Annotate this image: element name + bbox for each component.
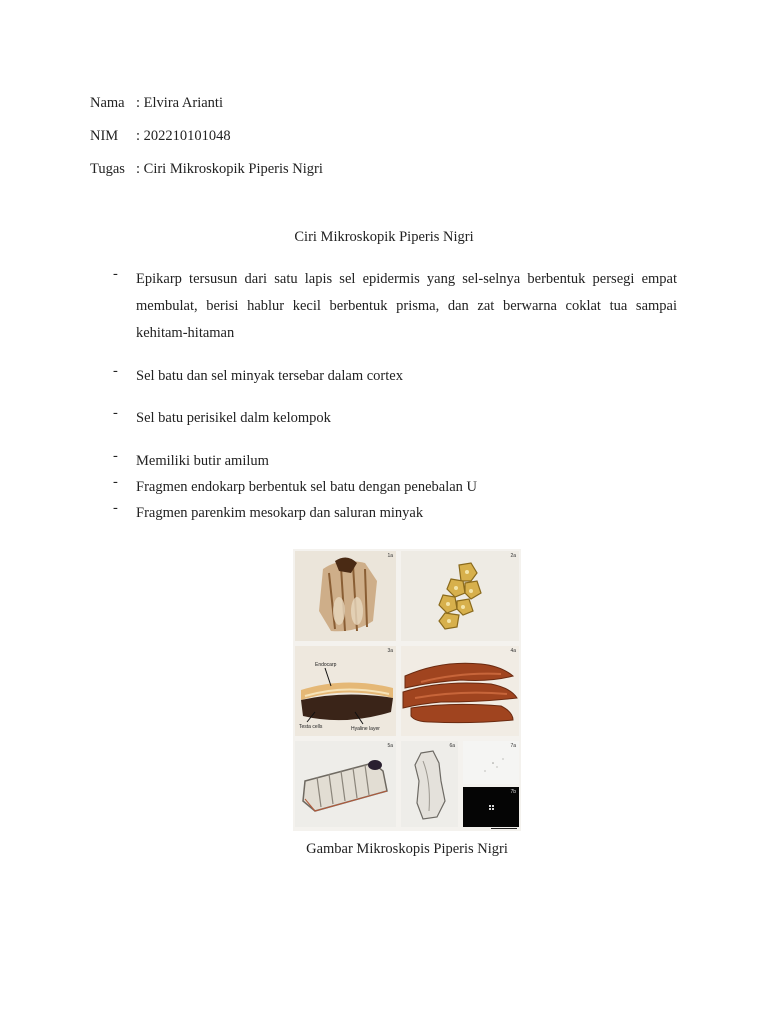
scale-bar	[491, 828, 517, 829]
task-label: Tugas	[90, 161, 125, 177]
mesocarp-parenchyma-image	[401, 646, 519, 736]
panel-3a	[295, 646, 396, 736]
name-value: : Elvira Arianti	[136, 95, 223, 111]
epicarp-cells-image	[295, 551, 396, 641]
bullet-text: Fragmen endokarp berbentuk sel batu dengan penebalan U	[136, 479, 478, 495]
starch-grain-image	[401, 741, 458, 827]
bullet-text: Fragmen parenkim mesokarp dan saluran minyak	[136, 505, 424, 521]
panel-label: 4a	[510, 648, 516, 654]
nim-label: NIM	[90, 128, 119, 144]
panel-label: 1a	[387, 553, 393, 559]
task-value: : Ciri Mikroskopik Piperis Nigri	[136, 161, 323, 177]
microscopy-figure	[293, 549, 521, 831]
panel-7a	[463, 741, 519, 784]
annotation-hyaline: Hyaline layer	[351, 726, 380, 732]
name-label: Nama	[90, 95, 125, 111]
bullet-item	[113, 266, 677, 347]
bullet-dash: -	[113, 266, 118, 282]
bullet-dash: -	[113, 500, 118, 516]
bullet-dash: -	[113, 474, 118, 490]
panel-1a	[295, 551, 396, 641]
annotation-testa: Testa cells	[299, 724, 323, 730]
bullet-text: Sel batu perisikel dalm kelompok	[136, 410, 331, 426]
bullet-item	[113, 448, 677, 475]
panel-label: 6a	[449, 743, 455, 749]
bullet-text: Memiliki butir amilum	[136, 453, 269, 469]
task-row	[90, 160, 323, 178]
stone-cells-image	[401, 551, 519, 641]
bullet-item	[113, 500, 677, 527]
bullet-dash: -	[113, 363, 118, 379]
panel-label: 2a	[510, 553, 516, 559]
panel-label: 7a	[510, 743, 516, 749]
bullet-item	[113, 405, 677, 432]
document-title: Ciri Mikroskopik Piperis Nigri	[294, 229, 474, 245]
endocarp-layer-image	[295, 646, 396, 736]
bullet-item	[113, 474, 677, 501]
panel-6a	[401, 741, 458, 827]
name-row	[90, 94, 223, 112]
nim-value: : 202210101048	[136, 128, 231, 144]
panel-5a	[295, 741, 396, 827]
bullet-text: Epikarp tersusun dari satu lapis sel epidermis yang sel-selnya berbentuk persegi empat membulat, berisi hablur kecil berbentuk prisma, dan zat berwarna coklat tua sampai kehitam-hitaman	[136, 271, 677, 341]
bullet-dash: -	[113, 448, 118, 464]
panel-2a	[401, 551, 519, 641]
panel-label: 3a	[387, 648, 393, 654]
annotation-endocarp: Endocarp	[315, 662, 337, 668]
panel-7b	[463, 787, 519, 827]
panel-label: 7b	[510, 789, 516, 795]
bullet-dash: -	[113, 405, 118, 421]
panel-label: 5a	[387, 743, 393, 749]
panel-4a	[401, 646, 519, 736]
oil-duct-image	[295, 741, 396, 827]
bullet-item	[113, 363, 677, 390]
bullet-text: Sel batu dan sel minyak tersebar dalam cortex	[136, 368, 403, 384]
figure-caption: Gambar Mikroskopis Piperis Nigri	[306, 841, 508, 857]
nim-row	[90, 127, 231, 145]
